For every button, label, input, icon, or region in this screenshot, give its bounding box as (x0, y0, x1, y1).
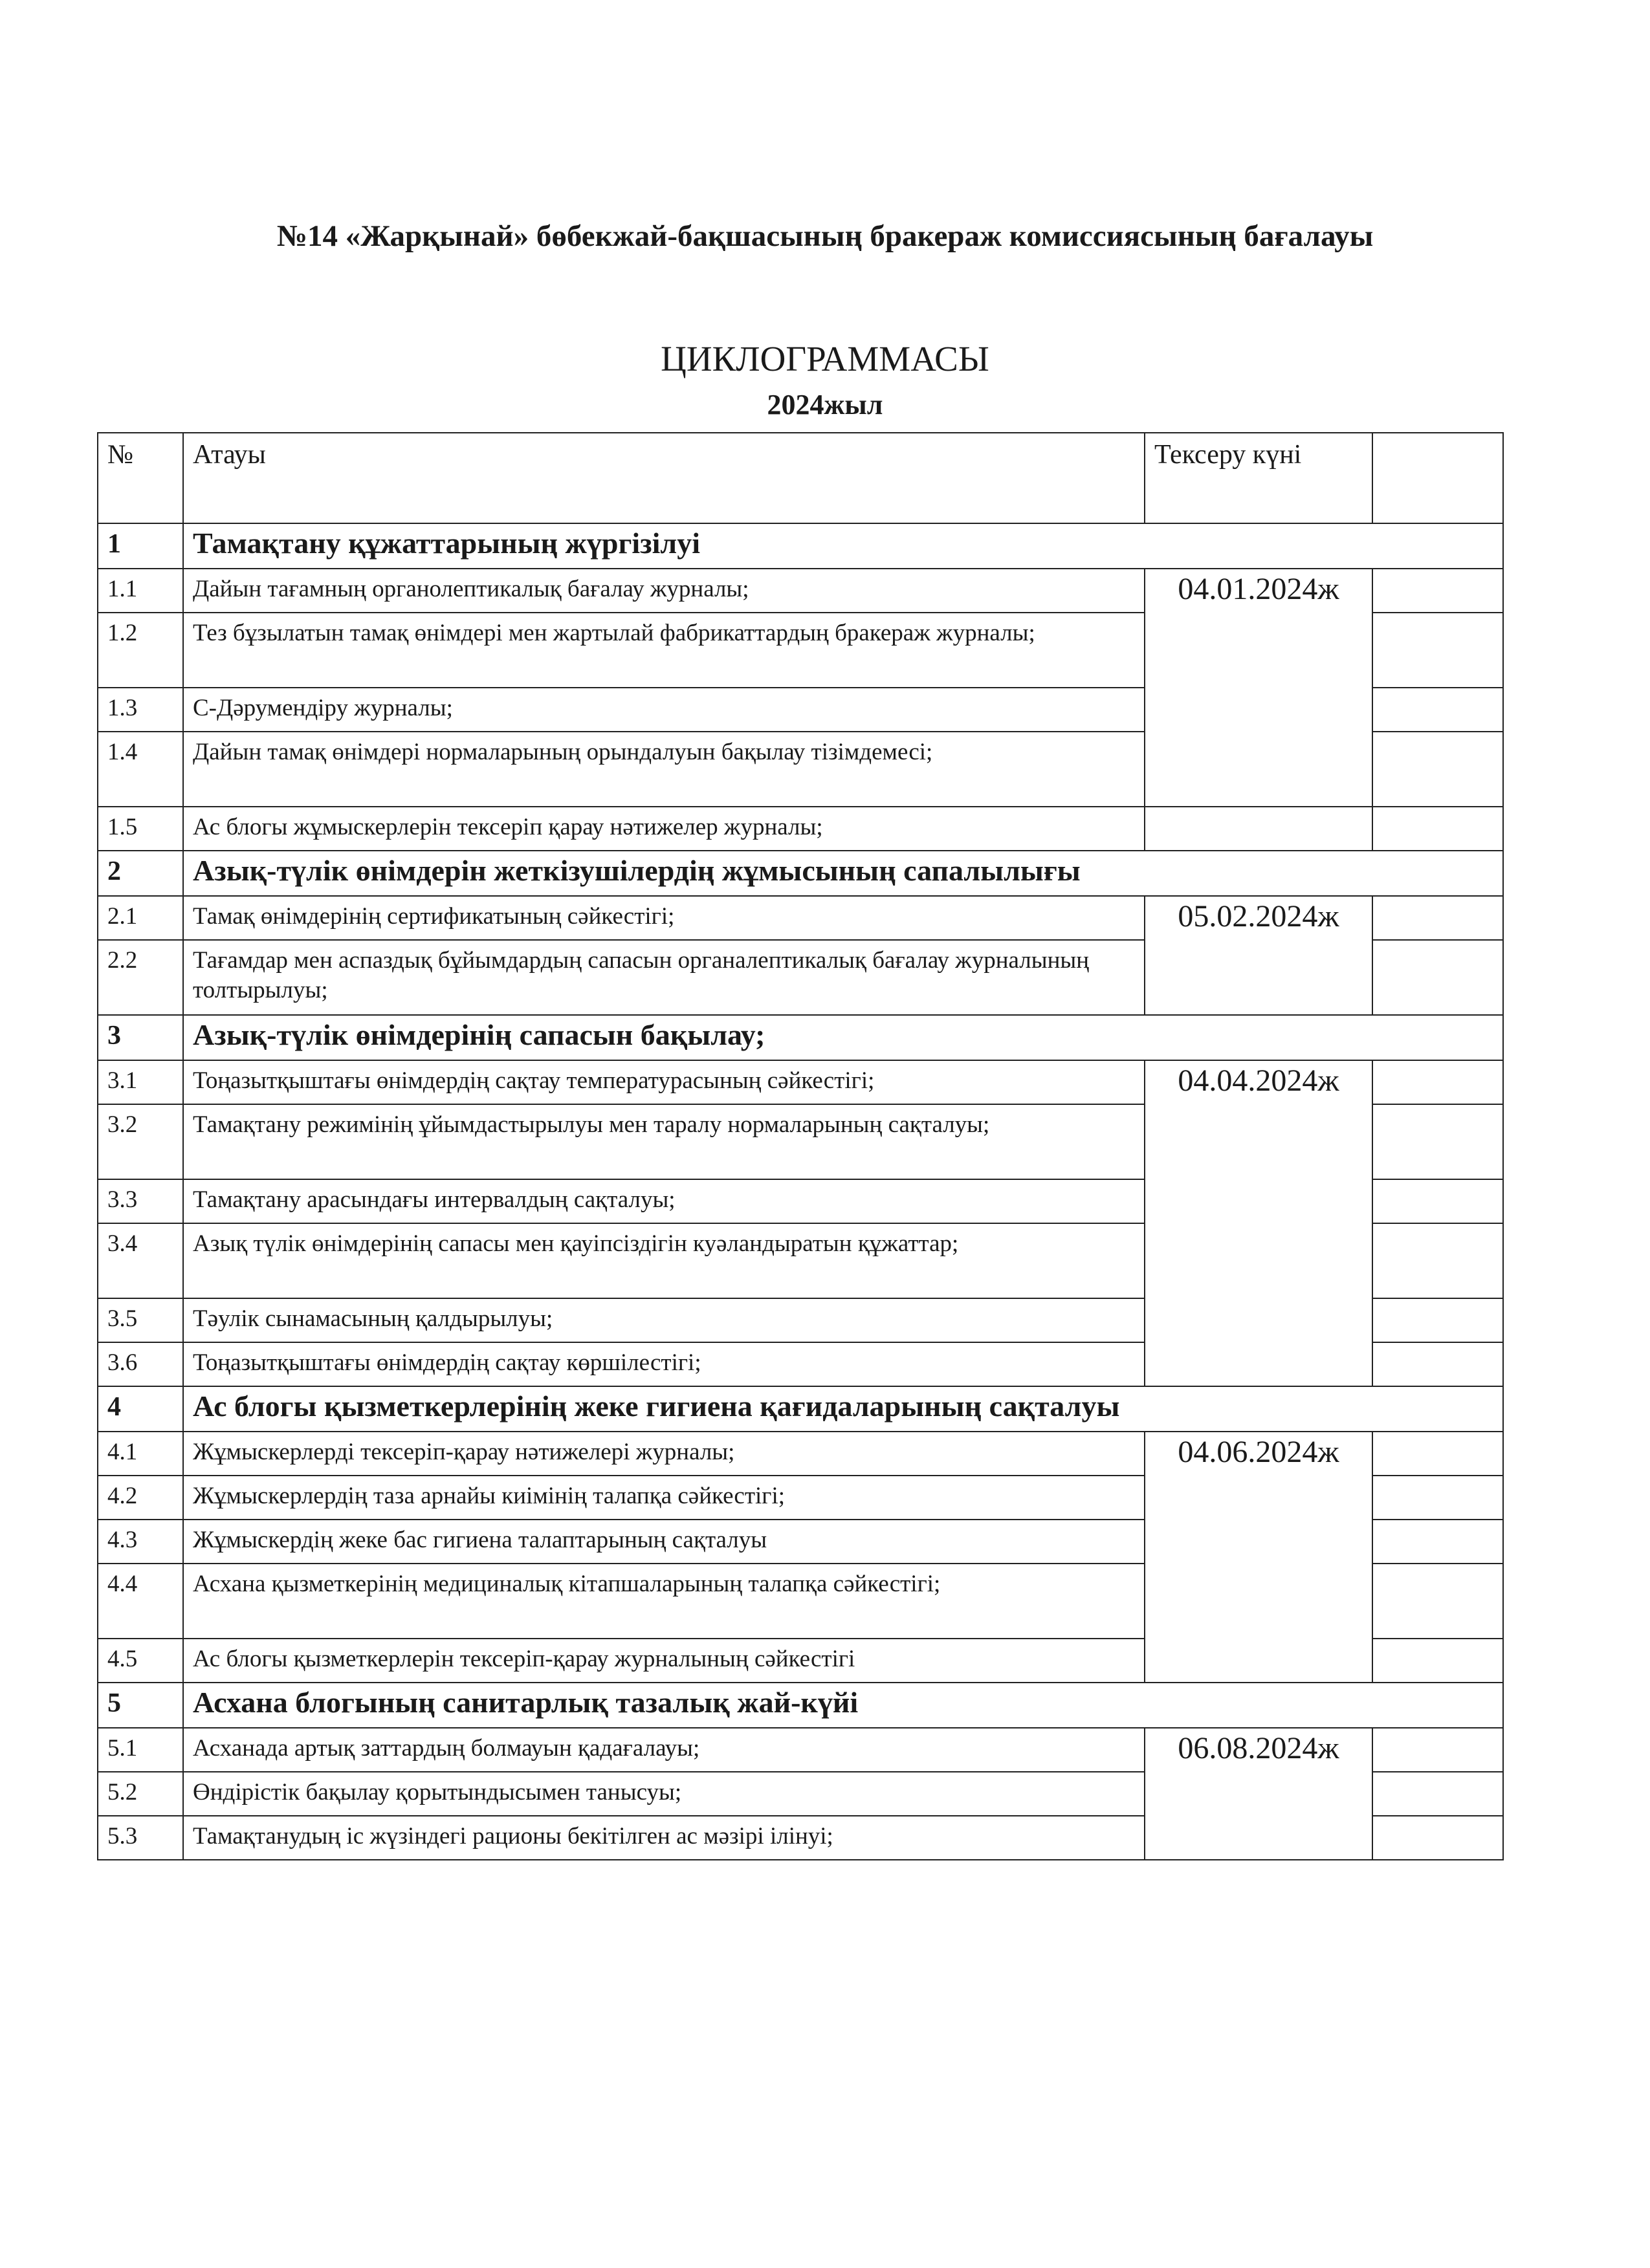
section-row (98, 1683, 1503, 1728)
item-number: 2.1 (98, 896, 183, 940)
section-row (98, 1386, 1503, 1432)
mark-cell (1372, 1639, 1503, 1683)
item-name: Ас блогы жұмыскерлерін тексеріп қарау нәтижелер журналы; (183, 807, 1145, 851)
mark-cell (1372, 1476, 1503, 1520)
item-number: 1.5 (98, 807, 183, 851)
table-row (98, 896, 1503, 940)
mark-cell (1372, 1772, 1503, 1816)
check-date: 06.08.2024ж (1145, 1728, 1372, 1860)
section-title: Тамақтану құжаттарының жүргізілуі (183, 523, 1503, 569)
mark-cell (1372, 896, 1503, 940)
mark-cell (1372, 1179, 1503, 1223)
item-number: 3.1 (98, 1060, 183, 1104)
section-number: 1 (98, 523, 183, 569)
document-year: 2024жыл (767, 389, 883, 420)
item-name: Тоңазытқыштағы өнімдердің сақтау көршілестігі; (183, 1342, 1145, 1386)
check-date: 04.01.2024ж (1145, 569, 1372, 807)
table-row (98, 569, 1503, 613)
item-name: Тамақ өнімдерінің сертификатының сәйкестігі; (183, 896, 1145, 940)
item-name: Тағамдар мен аспаздық бұйымдардың сапасын органалептикалық бағалау журналының толтырылуы; (183, 940, 1145, 1015)
item-name: Тәулік сынамасының қалдырылуы; (183, 1298, 1145, 1342)
item-name: Азық түлік өнімдерінің сапасы мен қауіпсіздігін куәландыратын құжаттар; (183, 1223, 1145, 1298)
section-row (98, 1015, 1503, 1060)
mark-cell (1372, 613, 1503, 688)
mark-cell (1372, 1060, 1503, 1104)
section-number: 5 (98, 1683, 183, 1728)
section-row (98, 523, 1503, 569)
item-name: Тез бұзылатын тамақ өнімдері мен жартылай фабрикаттардың бракераж журналы; (183, 613, 1145, 688)
mark-cell (1372, 732, 1503, 807)
item-name: Тоңазытқыштағы өнімдердің сақтау температурасының сәйкестігі; (183, 1060, 1145, 1104)
item-name: Дайын тағамның органолептикалық бағалау журналы; (183, 569, 1145, 613)
header-name: Атауы (183, 433, 1145, 523)
header-check-date: Тексеру күні (1145, 433, 1372, 523)
table-row (98, 1060, 1503, 1104)
section-title: Ас блогы қызметкерлерінің жеке гигиена қағидаларының сақталуы (183, 1386, 1503, 1432)
item-number: 1.2 (98, 613, 183, 688)
item-number: 1.4 (98, 732, 183, 807)
item-number: 5.1 (98, 1728, 183, 1772)
mark-cell (1372, 1298, 1503, 1342)
item-number: 4.1 (98, 1432, 183, 1476)
item-number: 1.1 (98, 569, 183, 613)
item-number: 2.2 (98, 940, 183, 1015)
mark-cell (1372, 1564, 1503, 1639)
item-number: 4.5 (98, 1639, 183, 1683)
item-name: Тамақтану арасындағы интервалдың сақталуы; (183, 1179, 1145, 1223)
section-title: Азық-түлік өнімдерін жеткізушілердің жұмысының сапалылығы (183, 851, 1503, 896)
section-number: 4 (98, 1386, 183, 1432)
item-name: Тамақтанудың іс жүзіндегі рационы бекітілген ас мәзірі ілінуі; (183, 1816, 1145, 1860)
item-number: 4.4 (98, 1564, 183, 1639)
mark-cell (1372, 1223, 1503, 1298)
table-row (98, 1728, 1503, 1772)
mark-cell (1372, 569, 1503, 613)
header-number: № (98, 433, 183, 523)
mark-cell (1372, 1816, 1503, 1860)
header-blank (1372, 433, 1503, 523)
item-name: Жұмыскерлерді тексеріп-қарау нәтижелері журналы; (183, 1432, 1145, 1476)
section-number: 3 (98, 1015, 183, 1060)
mark-cell (1372, 1342, 1503, 1386)
item-number: 4.2 (98, 1476, 183, 1520)
mark-cell (1372, 1432, 1503, 1476)
section-title: Азық-түлік өнімдерінің сапасын бақылау; (183, 1015, 1503, 1060)
cyclogram-table (97, 432, 1504, 1860)
item-number: 1.3 (98, 688, 183, 732)
item-name: Өндірістік бақылау қорытындысымен танысуы; (183, 1772, 1145, 1816)
item-name: Асхана қызметкерінің медициналық кітапшаларының талапқа сәйкестігі; (183, 1564, 1145, 1639)
item-name: С-Дәрумендіру журналы; (183, 688, 1145, 732)
item-name: Жұмыскердің жеке бас гигиена талаптарының сақталуы (183, 1520, 1145, 1564)
section-title: Асхана блогының санитарлық тазалық жай-күйі (183, 1683, 1503, 1728)
check-date: 04.04.2024ж (1145, 1060, 1372, 1386)
document-title: №14 «Жарқынай» бөбекжай-бақшасының бракераж комиссиясының бағалауы (276, 219, 1374, 253)
item-number: 3.4 (98, 1223, 183, 1298)
item-number: 3.6 (98, 1342, 183, 1386)
item-name: Дайын тамақ өнімдері нормаларының орындалуын бақылау тізімдемесі; (183, 732, 1145, 807)
item-number: 5.3 (98, 1816, 183, 1860)
table-header-row (98, 433, 1503, 523)
section-number: 2 (98, 851, 183, 896)
mark-cell (1372, 688, 1503, 732)
check-date: 04.06.2024ж (1145, 1432, 1372, 1683)
mark-cell (1372, 1104, 1503, 1179)
item-number: 3.3 (98, 1179, 183, 1223)
section-row (98, 851, 1503, 896)
date-cell-empty (1145, 807, 1372, 851)
mark-cell (1372, 940, 1503, 1015)
table-row (98, 807, 1503, 851)
item-number: 3.2 (98, 1104, 183, 1179)
item-name: Асханада артық заттардың болмауын қадағалауы; (183, 1728, 1145, 1772)
mark-cell (1372, 1728, 1503, 1772)
item-name: Ас блогы қызметкерлерін тексеріп-қарау журналының сәйкестігі (183, 1639, 1145, 1683)
item-number: 3.5 (98, 1298, 183, 1342)
mark-cell (1372, 807, 1503, 851)
item-name: Тамақтану режимінің ұйымдастырылуы мен таралу нормаларының сақталуы; (183, 1104, 1145, 1179)
item-number: 4.3 (98, 1520, 183, 1564)
item-number: 5.2 (98, 1772, 183, 1816)
item-name: Жұмыскерлердің таза арнайы киімінің талапқа сәйкестігі; (183, 1476, 1145, 1520)
check-date: 05.02.2024ж (1145, 896, 1372, 1015)
table-row (98, 1432, 1503, 1476)
mark-cell (1372, 1520, 1503, 1564)
document-heading: ЦИКЛОГРАММАСЫ (661, 339, 989, 378)
